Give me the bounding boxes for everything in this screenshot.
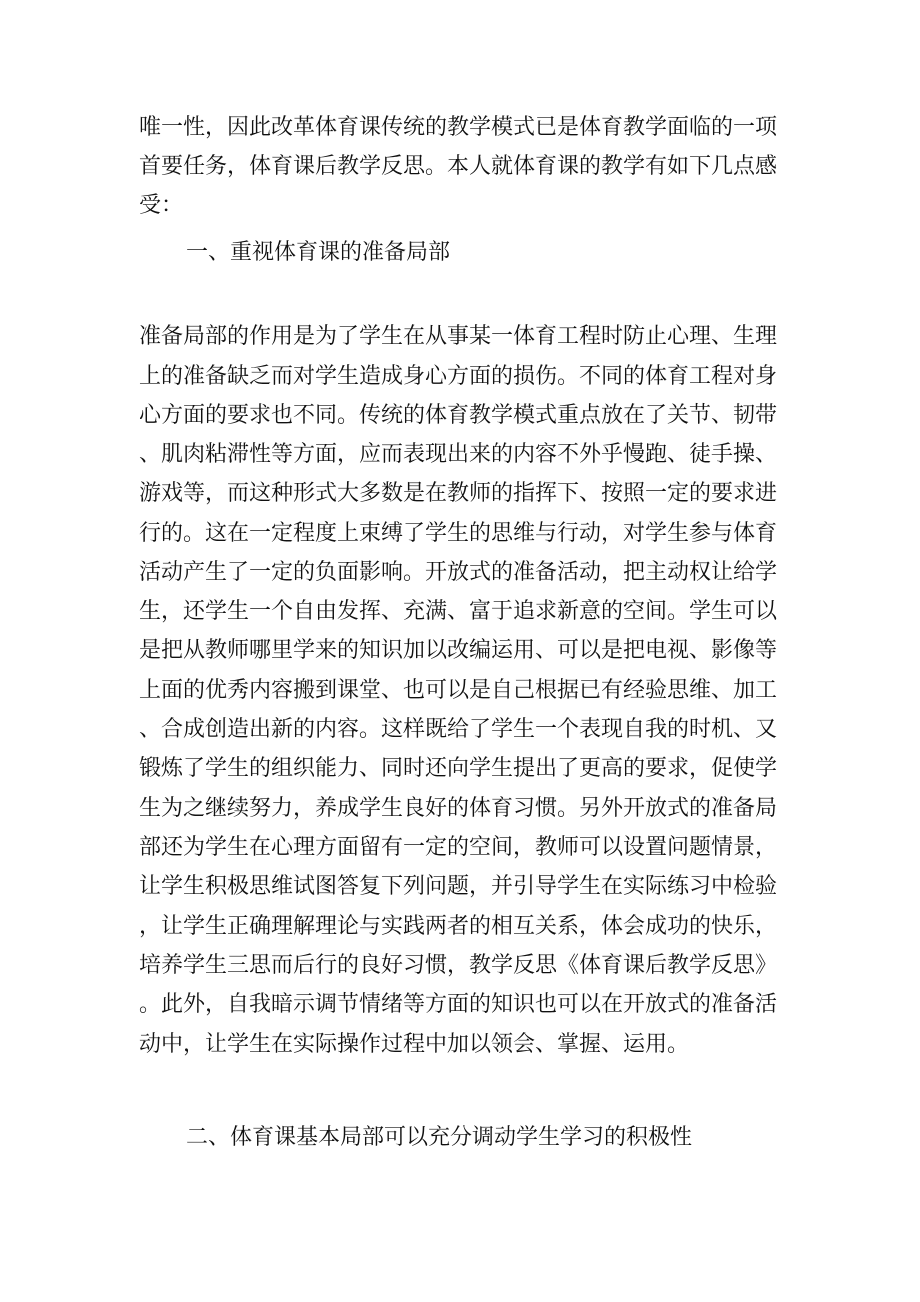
body-line-11: 、合成创造出新的内容。这样既给了学生一个表现自我的时机、又 bbox=[139, 717, 778, 742]
intro-line-1: 唯一性，因此改革体育课传统的教学模式已是体育教学面临的一项 bbox=[139, 115, 778, 140]
body-line-7: 活动产生了一定的负面影响。开放式的准备活动，把主动权让给学 bbox=[139, 560, 778, 585]
body-line-13: 生为之继续努力，养成学生良好的体育习惯。另外开放式的准备局 bbox=[139, 796, 778, 821]
intro-line-3: 受： bbox=[139, 193, 184, 218]
body-line-9: 是把从教师哪里学来的知识加以改编运用、可以是把电视、影像等 bbox=[139, 638, 778, 663]
body-line-18: 。此外，自我暗示调节情绪等方面的知识也可以在开放式的准备活 bbox=[139, 992, 778, 1017]
body-line-19: 动中，让学生在实际操作过程中加以领会、掌握、运用。 bbox=[139, 1032, 690, 1057]
body-line-8: 生，还学生一个自由发挥、充满、富于追求新意的空间。学生可以 bbox=[139, 599, 778, 624]
body-line-1: 准备局部的作用是为了学生在从事某一体育工程时防止心理、生理 bbox=[139, 324, 778, 349]
body-line-6: 行的。这在一定程度上束缚了学生的思维与行动，对学生参与体育 bbox=[139, 521, 778, 546]
body-line-16: ，让学生正确理解理论与实践两者的相互关系，体会成功的快乐， bbox=[139, 914, 778, 939]
body-line-14: 部还为学生在心理方面留有一定的空间，教师可以设置问题情景， bbox=[139, 835, 778, 860]
body-line-12: 锻炼了学生的组织能力、同时还向学生提出了更高的要求，促使学 bbox=[139, 756, 778, 781]
intro-line-2: 首要任务，体育课后教学反思。本人就体育课的教学有如下几点感 bbox=[139, 154, 778, 179]
body-line-15: 让学生积极思维试图答复下列问题，并引导学生在实际练习中检验 bbox=[139, 874, 778, 899]
section-heading-2: 二、体育课基本局部可以充分调动学生学习的积极性 bbox=[186, 1125, 693, 1150]
body-line-4: 、肌肉粘滞性等方面，应而表现出来的内容不外乎慢跑、徒手操、 bbox=[139, 442, 778, 467]
body-line-3: 心方面的要求也不同。传统的体育教学模式重点放在了关节、韧带 bbox=[139, 403, 778, 428]
body-line-17: 培养学生三思而后行的良好习惯，教学反思《体育课后教学反思》 bbox=[139, 953, 778, 978]
body-line-2: 上的准备缺乏而对学生造成身心方面的损伤。不同的体育工程对身 bbox=[139, 364, 778, 389]
body-line-5: 游戏等，而这种形式大多数是在教师的指挥下、按照一定的要求进 bbox=[139, 481, 778, 506]
body-line-10: 上面的优秀内容搬到课堂、也可以是自己根据已有经验思维、加工 bbox=[139, 678, 778, 703]
section-heading-1: 一、重视体育课的准备局部 bbox=[186, 240, 451, 265]
